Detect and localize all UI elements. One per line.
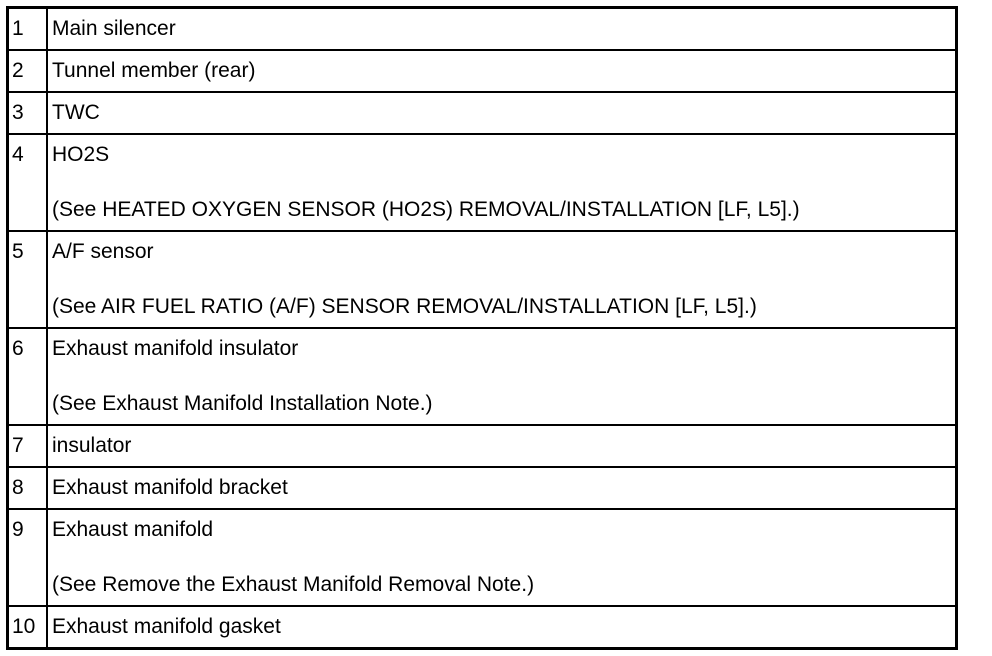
table-row [8, 509, 957, 606]
reference-note-link[interactable]: (See HEATED OXYGEN SENSOR (HO2S) REMOVAL/INSTALLATION [LF, L5].) [52, 198, 800, 221]
row-number: 6 [8, 328, 48, 425]
table-row [8, 606, 957, 649]
row-number: 1 [8, 8, 48, 51]
row-description [47, 92, 957, 134]
table-row [8, 50, 957, 92]
reference-note-link[interactable]: (See Remove the Exhaust Manifold Removal Note.) [52, 573, 535, 596]
part-name: Main silencer [52, 17, 176, 40]
table-row [8, 134, 957, 231]
row-number: 7 [8, 425, 48, 467]
table-row [8, 328, 957, 425]
part-name: Exhaust manifold bracket [52, 476, 288, 499]
table-row [8, 8, 957, 51]
table-row [8, 425, 957, 467]
part-name: Exhaust manifold insulator [52, 337, 299, 360]
row-number: 10 [8, 606, 48, 649]
part-name: TWC [52, 101, 100, 124]
row-number: 4 [8, 134, 48, 231]
row-number: 2 [8, 50, 48, 92]
table-row [8, 467, 957, 509]
parts-table [6, 6, 958, 650]
row-description [47, 134, 957, 231]
table-row [8, 231, 957, 328]
row-description [47, 606, 957, 649]
row-description [47, 425, 957, 467]
row-description [47, 467, 957, 509]
row-description [47, 328, 957, 425]
row-description [47, 50, 957, 92]
row-number: 5 [8, 231, 48, 328]
part-name: Exhaust manifold gasket [52, 615, 281, 638]
part-name: insulator [52, 434, 132, 457]
row-description [47, 509, 957, 606]
row-description [47, 8, 957, 51]
reference-note-link[interactable]: (See Exhaust Manifold Installation Note.) [52, 392, 433, 415]
row-number: 8 [8, 467, 48, 509]
part-name: HO2S [52, 143, 110, 166]
row-number: 3 [8, 92, 48, 134]
table-row [8, 92, 957, 134]
part-name: Exhaust manifold [52, 518, 214, 541]
part-name: A/F sensor [52, 240, 154, 263]
row-number: 9 [8, 509, 48, 606]
part-name: Tunnel member (rear) [52, 59, 256, 82]
reference-note-link[interactable]: (See AIR FUEL RATIO (A/F) SENSOR REMOVAL/INSTALLATION [LF, L5].) [52, 295, 757, 318]
row-description [47, 231, 957, 328]
